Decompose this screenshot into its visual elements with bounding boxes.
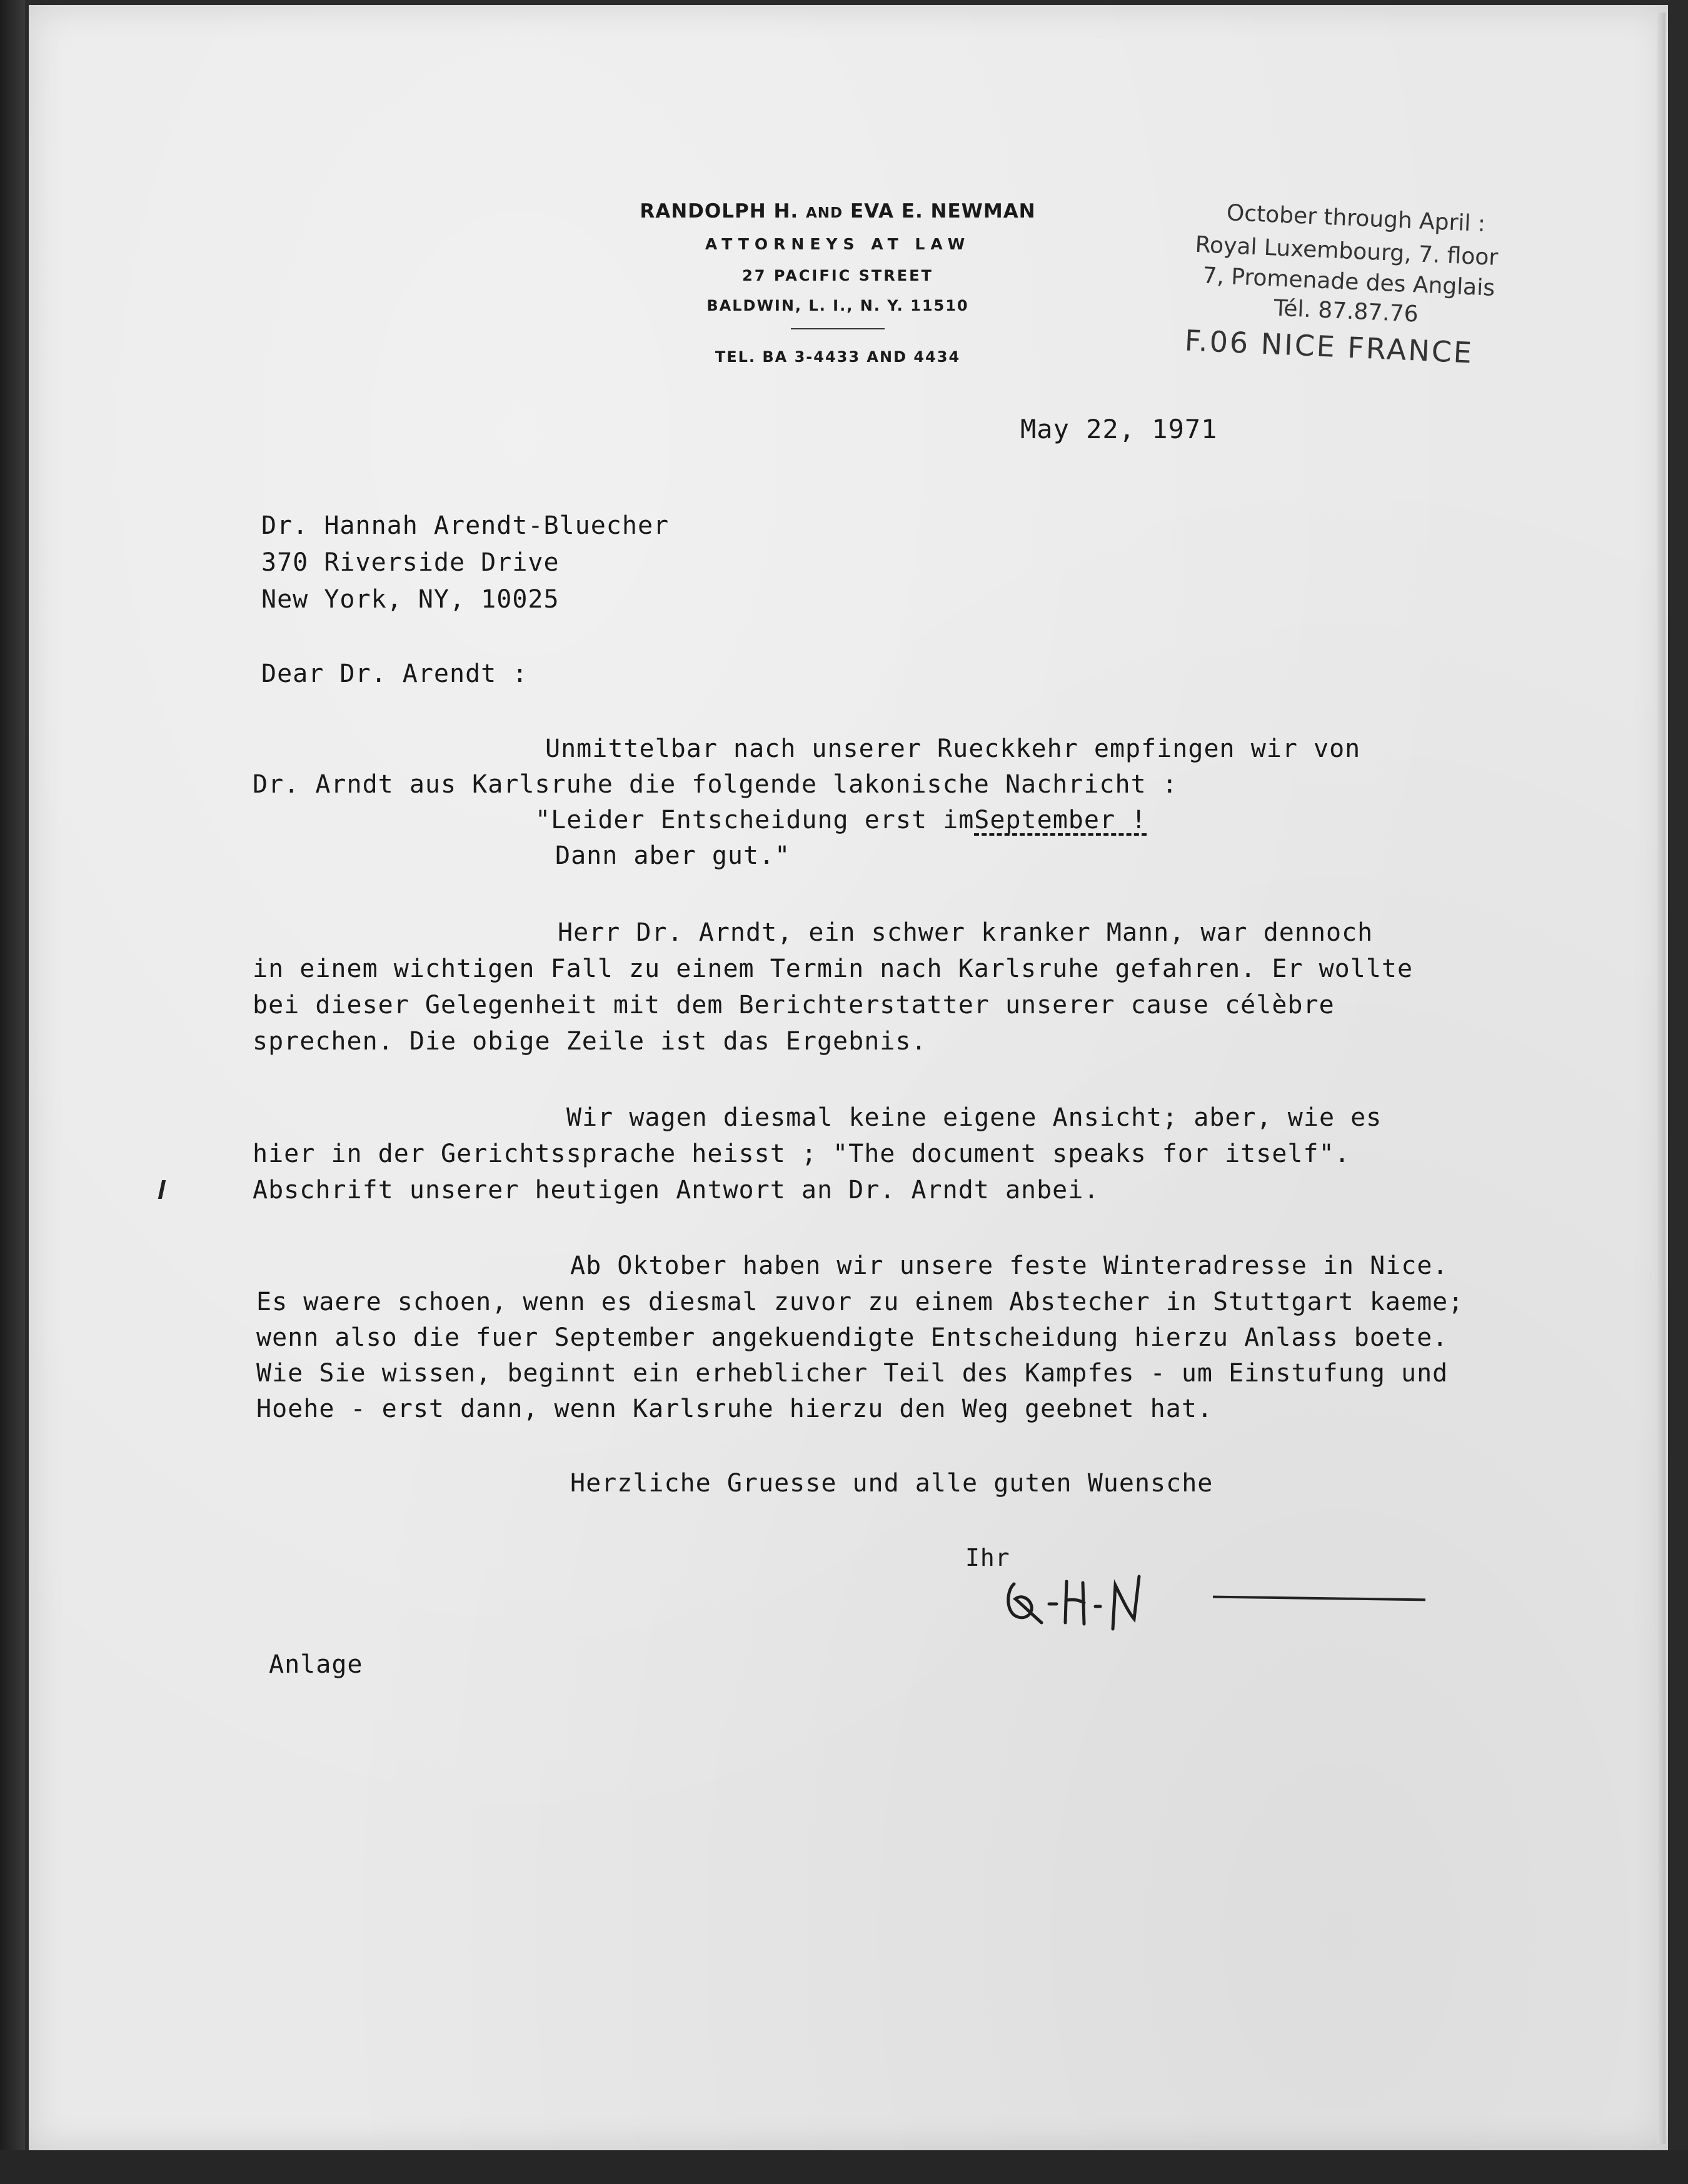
paragraph-2-line-2: in einem wichtigen Fall zu einem Termin nach Karlsruhe gefahren. Er wollte [253,954,1414,983]
paragraph-1-line-1: Unmittelbar nach unserer Rueckkehr empfingen wir von [545,734,1361,763]
salutation: Dear Dr. Arendt : [261,659,528,688]
quoted-message-emphasis: September ! [974,806,1147,834]
letterhead-name-2: EVA E. NEWMAN [850,200,1036,223]
handwritten-signature [1000,1554,1188,1635]
letterhead-names [588,200,1088,223]
paragraph-4-line-5: Hoehe - erst dann, wenn Karlsruhe hierzu den Weg geebnet hat. [256,1395,1213,1423]
paragraph-4-line-2: Es waere schoen, wenn es diesmal zuvor zu einem Abstecher in Stuttgart kaeme; [256,1288,1464,1316]
letterhead-title: ATTORNEYS AT LAW [705,235,971,253]
signoff: Ihr [965,1544,1010,1571]
letterhead [588,200,1088,366]
scan-border-bottom [0,2150,1688,2184]
address-stamp [1183,199,1547,373]
paragraph-4-line-4: Wie Sie wissen, beginnt ein erheblicher Teil des Kampfes - um Einstufung und [256,1359,1449,1388]
recipient-name: Dr. Hannah Arendt-Bluecher [261,511,670,540]
paragraph-2-line-3: bei dieser Gelegenheit mit dem Berichterstatter unserer cause célèbre [253,991,1335,1019]
paragraph-2-line-1: Herr Dr. Arndt, ein schwer kranker Mann, war dennoch [558,918,1374,947]
stamp-line-4: Tél. 87.87.76 [1273,295,1419,328]
paragraph-1-line-2: Dr. Arndt aus Karlsruhe die folgende lakonische Nachricht : [253,770,1178,799]
letterhead-divider [791,328,885,329]
stamp-line-2: Royal Luxembourg, 7. floor [1194,231,1499,271]
letterhead-city: BALDWIN, L. I., N. Y. 11510 [706,297,969,314]
paragraph-3-line-3: Abschrift unserer heutigen Antwort an Dr. Arndt anbei. [253,1176,1100,1205]
letter-date: May 22, 1971 [1020,414,1218,444]
stamp-line-5: F.06 NICE FRANCE [1183,323,1475,370]
quoted-message-text: "Leider Entscheidung erst im [535,806,975,834]
letterhead-and: AND [805,205,843,221]
letterhead-telephone: TEL. BA 3-4433 AND 4434 [715,348,961,366]
closing-line: Herzliche Gruesse und alle guten Wuensche [570,1469,1213,1498]
recipient-street: 370 Riverside Drive [261,548,560,577]
stamp-line-3: 7, Promenade des Anglais [1202,263,1495,301]
quoted-message-line-1 [535,806,1147,834]
enclosure-note: Anlage [269,1650,363,1679]
letterhead-name-1: RANDOLPH H. [640,200,799,223]
paragraph-4-line-1: Ab Oktober haben wir unsere feste Winteradresse in Nice. [570,1251,1449,1280]
paragraph-3-line-1: Wir wagen diesmal keine eigene Ansicht; aber, wie es [566,1103,1382,1132]
paragraph-2-line-4: sprechen. Die obige Zeile ist das Ergebnis. [253,1027,927,1056]
paragraph-3-line-2: hier in der Gerichtssprache heisst ; "The document speaks for itself". [253,1140,1350,1168]
recipient-city: New York, NY, 10025 [261,585,560,614]
paper-edge [1657,13,1665,2144]
stamp-line-1: October through April : [1226,200,1486,238]
paragraph-4-line-3: wenn also die fuer September angekuendigte Entscheidung hierzu Anlass boete. [256,1323,1449,1352]
letterhead-street: 27 PACIFIC STREET [742,267,933,284]
scan-border-left [0,0,25,2184]
quoted-message-line-2: Dann aber gut." [555,841,791,870]
